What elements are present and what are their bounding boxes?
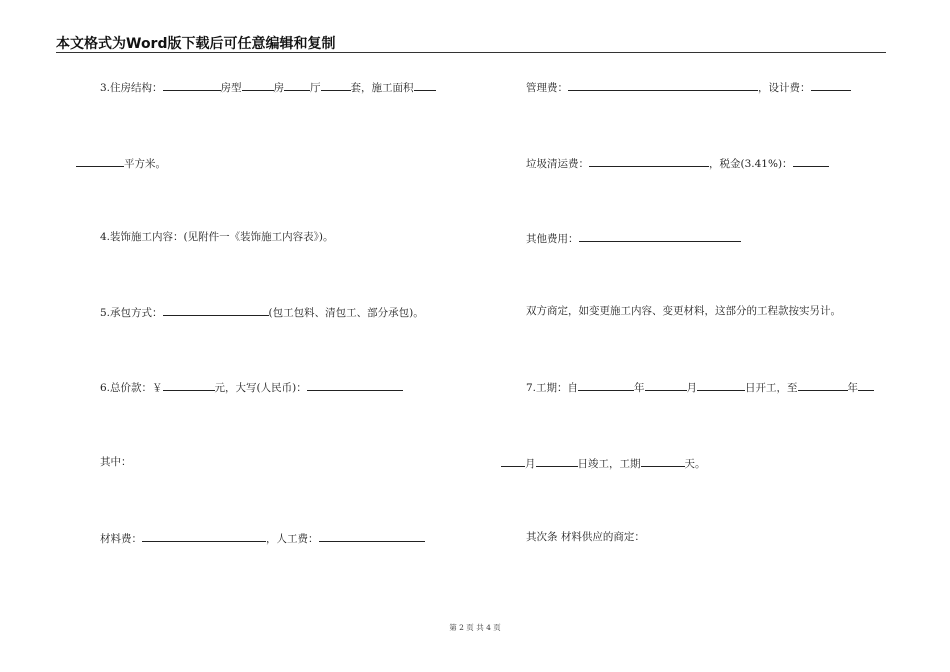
other-fees-line: [526, 230, 741, 246]
rooms-text: 房: [273, 82, 285, 94]
completion-text: 日竣工，工期: [577, 458, 641, 470]
labor-fee-label: ，人工费：: [266, 533, 319, 545]
other-fees-field[interactable]: [579, 230, 741, 242]
construction-content-text: 4.装饰施工内容：(见附件一《装饰施工内容表》)。: [100, 231, 334, 243]
total-price-label: 6.总价款：￥: [100, 382, 163, 394]
material-supply-heading: 其次条 材料供应的商定：: [526, 531, 645, 543]
start-day-field[interactable]: [697, 379, 745, 391]
management-fee-line: [526, 79, 851, 95]
total-price-line: [100, 379, 403, 395]
start-month-field[interactable]: [645, 379, 687, 391]
start-year-text: 年: [634, 382, 645, 394]
start-month-text: 月: [686, 382, 698, 394]
halls-text: 厅: [310, 82, 321, 94]
total-price-words-field[interactable]: [307, 379, 403, 391]
completion-line: [501, 455, 706, 471]
material-supply-line: [526, 530, 645, 544]
square-meter-text: 平方米。: [124, 158, 166, 170]
halls-field[interactable]: [284, 79, 310, 91]
garbage-fee-field[interactable]: [589, 155, 709, 167]
housing-structure-label: 3.住房结构：: [100, 82, 163, 94]
garbage-fee-line: [526, 155, 829, 171]
housing-structure-line: [100, 79, 436, 95]
rooms-field[interactable]: [242, 79, 274, 91]
area-field-start[interactable]: [414, 79, 436, 91]
page-header-title: 本文格式为Word版下载后可任意编辑和复制: [56, 36, 336, 52]
end-year-field[interactable]: [798, 379, 848, 391]
tax-label: ，税金(3.41%)：: [709, 158, 793, 170]
schedule-label: 7.工期：自: [526, 382, 579, 394]
contract-method-line: [100, 304, 424, 320]
end-day-field[interactable]: [536, 455, 578, 467]
sets-field[interactable]: [321, 79, 351, 91]
design-fee-label: ，设计费：: [758, 82, 811, 94]
labor-fee-field[interactable]: [319, 530, 425, 542]
design-fee-field[interactable]: [811, 79, 851, 91]
schedule-line: [526, 379, 874, 395]
other-fees-label: 其他费用：: [526, 233, 579, 245]
construction-content-line: [100, 230, 333, 244]
management-fee-label: 管理费：: [526, 82, 568, 94]
area-field[interactable]: [76, 155, 124, 167]
area-line: [76, 155, 166, 171]
contract-method-label: 5.承包方式：: [100, 307, 163, 319]
total-price-field[interactable]: [163, 379, 215, 391]
header-divider: [56, 52, 886, 53]
material-fee-field[interactable]: [142, 530, 266, 542]
house-type-text: 房型: [220, 82, 242, 94]
total-price-words-label: 元，大写(人民币)：: [214, 382, 307, 394]
change-agreement-line: [526, 304, 841, 318]
tax-field[interactable]: [793, 155, 829, 167]
end-month-text: 月: [525, 458, 536, 470]
breakdown-label: 其中：: [100, 456, 132, 468]
contract-method-options: (包工包料、清包工、部分承包)。: [268, 307, 424, 319]
management-fee-field[interactable]: [568, 79, 758, 91]
start-year-field[interactable]: [578, 379, 634, 391]
end-month-field[interactable]: [501, 455, 525, 467]
material-fee-label: 材料费：: [100, 533, 142, 545]
area-text: 套，施工面积: [350, 82, 414, 94]
end-year-text: 年: [847, 382, 859, 394]
end-month-field-start[interactable]: [858, 379, 874, 391]
start-day-text: 日开工，至: [745, 382, 798, 394]
days-text: 天。: [684, 458, 706, 470]
garbage-fee-label: 垃圾清运费：: [526, 158, 589, 170]
change-agreement-text: 双方商定，如变更施工内容、变更材料，这部分的工程款按实另计。: [526, 305, 841, 317]
material-labor-line: [100, 530, 425, 546]
contract-method-field[interactable]: [163, 304, 269, 316]
page-number: 第 2 页 共 4 页: [449, 623, 501, 632]
breakdown-line: [100, 455, 132, 469]
house-type-field[interactable]: [163, 79, 221, 91]
duration-field[interactable]: [641, 455, 685, 467]
